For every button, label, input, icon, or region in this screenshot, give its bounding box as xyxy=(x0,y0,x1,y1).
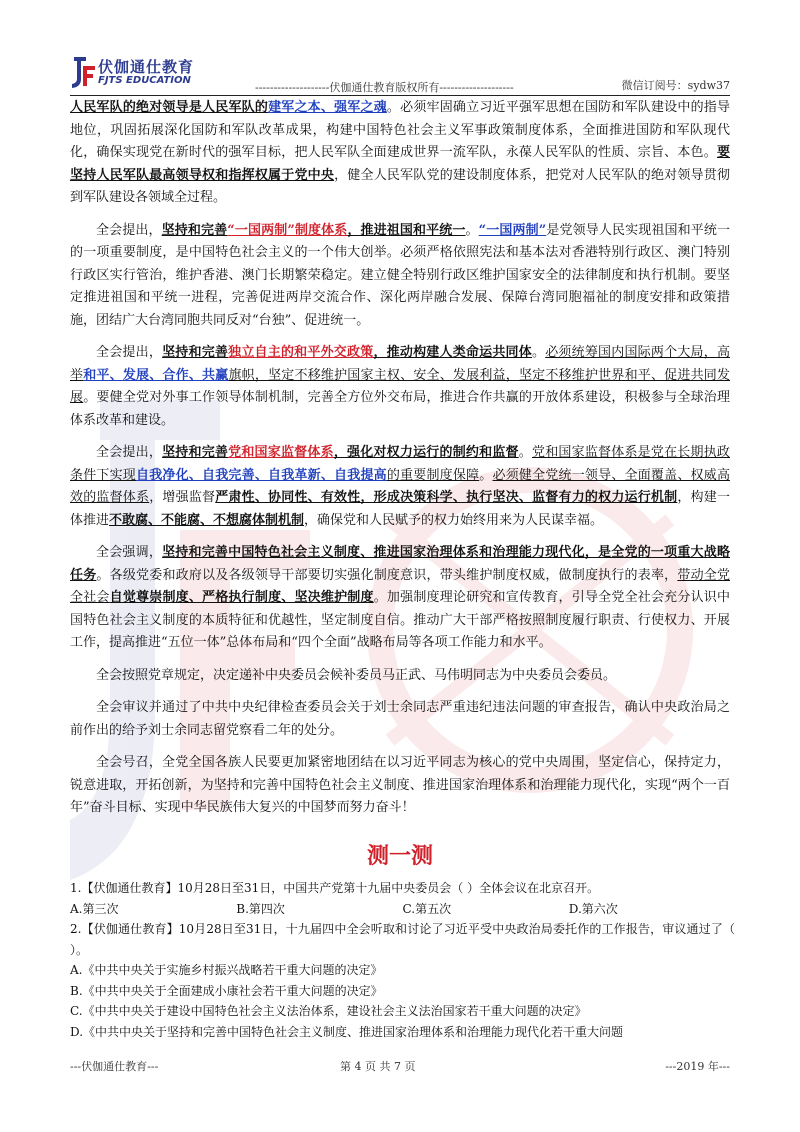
paragraph-disciplinary-report: 全会审议并通过了中共中央纪律检查委员会关于刘士余同志严重违纪违法问题的审查报告，确认中央政治局之前作出的给予刘士余同志留党察看二年的处分。 xyxy=(70,700,730,738)
highlight-span: 和平、发展、合作、共赢 xyxy=(83,367,229,383)
paragraph-military xyxy=(70,97,730,210)
text-span: 全会提出， xyxy=(96,222,162,238)
text-span: 的重要制度保障 xyxy=(386,467,480,483)
text-span: 。加强制度理论研究和宣传教育，引导全党全社会充分认识中国特色社会主义制度的本质特征和优越性，坚定制度自信。推动广大干部严格按照制度履行职责、行使权力、开展工作，提高推进“五位一体”总体布局和“四个全面”战略布局等各项工作能力和水平。 xyxy=(70,590,730,650)
option-c: C.《中共中央关于建设中国特色社会主义法治体系，建设社会主义法治国家若干重大问题的决定》 xyxy=(70,1004,587,1018)
text-span: ，确保党和人民赋予的权力始终用来为人民谋幸福。 xyxy=(304,512,604,528)
page-footer xyxy=(70,1058,730,1078)
text-span: 。 xyxy=(465,222,479,238)
text-span: 带动全党全社会 xyxy=(70,567,730,605)
text-span: 。各级党委和政府以及各级领导干部要切实强化制度意识，带头维护制度权威，做制度执行的表率， xyxy=(96,567,678,583)
highlight-span: 自我净化、自我完善、自我革新、自我提高 xyxy=(136,467,387,483)
text-span: ，是全党的一项重大战略任务 xyxy=(70,545,730,583)
option-a: A.第三次 xyxy=(70,901,119,916)
text-span: 不敢腐、不能腐、不想腐体制机制 xyxy=(109,512,305,528)
option-b: B.第四次 xyxy=(236,901,285,916)
text-span: 全会提出， xyxy=(96,445,163,460)
text-span: 要坚持人民军队最高领导权和指挥权属于党中央 xyxy=(70,145,730,183)
text-span: ，健全人民军队党的建设制度体系，把党对人民军队的绝对领导贯彻到军队建设各领域全过程。 xyxy=(70,167,730,205)
text-span: 。 xyxy=(531,345,546,360)
highlight-span: “一国两制” xyxy=(478,222,547,238)
article-body xyxy=(70,97,730,830)
text-span: 。 xyxy=(518,445,532,460)
page-number: 第 4 页 共 7 页 xyxy=(340,1060,416,1073)
text-span: 坚持和完善中国特色社会主义制度、推进国家治理体系和治理能力现代化 xyxy=(162,545,585,560)
text-span: 。必须牢固确立习近平强军思想在国防和军队建设中的指导地位，巩固拓展深化国防和军队改革成果，构建中国特色社会主义军事政策制度体系，全面推进国防和军队现代化，确保实现党在新时代的强军目标，把人民军队全面建成世界一流军队，永葆人民军队的性质、宗旨、本色。 xyxy=(70,100,730,160)
text-span: 旗帜，坚定不移维护国家主权、安全、发展利益，坚定不移维护世界和平、促进共同发展 xyxy=(70,367,730,405)
highlight-span: 独立自主的和平外交政策 xyxy=(228,345,374,360)
paragraph-supervision xyxy=(70,442,730,532)
text-span: 全会强调， xyxy=(96,545,163,560)
highlight-span: “一国两制”制度体系 xyxy=(227,222,348,238)
quiz-title: 测一测 xyxy=(366,843,433,869)
text-span: 党和国家监督体系是党在长期执政条件下实现 xyxy=(70,445,730,483)
text-span: 全会提出， xyxy=(96,345,163,360)
paragraph-strategic-task xyxy=(70,542,730,655)
text-span: 自觉尊崇制度、严格执行制度、坚决维护制度 xyxy=(109,590,374,605)
highlight-span: 建军之本、强军之魂 xyxy=(268,100,387,115)
text-span: 坚持和完善 xyxy=(162,445,229,460)
text-span: 是党领导人民实现祖国和平统一的一项重要制度，是中国特色社会主义的一个伟大创举。必须严格依照宪法和基本法对香港特别行政区、澳门特别行政区实行管治，维护香港、澳门长期繁荣稳定。建立健全特别行政区维护国家安全的法律制度和执行机制。要坚定推进祖国和平统一进程，完善促进两岸交流合作、深化两岸融合发展、保障台湾同胞福祉的制度安排和政策措施，团结广大台湾同胞共同反对“台独”、促进统一。 xyxy=(70,222,730,328)
text-span: ，增强监督 xyxy=(149,490,216,505)
fjts-logo-icon xyxy=(70,55,96,89)
wechat-account: 微信订阅号：sydw37 xyxy=(621,79,730,92)
brand-name-en: FJTS EDUCATION xyxy=(98,75,191,86)
text-span: 坚持和完善 xyxy=(161,222,228,238)
quiz-section xyxy=(70,878,735,1042)
text-span: 必须统筹国内国际两个大局，高举 xyxy=(70,345,730,383)
option-d: D.《中共中央关于坚持和完善中国特色社会主义制度、推进国家治理体系和治理能力现代化若干重大问题 xyxy=(70,1024,624,1039)
paragraph-foreign-policy xyxy=(70,342,730,432)
text-span: ，强化对权力运行的制约和监督 xyxy=(333,445,519,460)
text-span: 坚持和完善 xyxy=(162,345,229,360)
page-header xyxy=(70,55,730,95)
header-divider xyxy=(70,95,730,96)
highlight-span: 党和国家监督体系 xyxy=(228,445,334,460)
footer-year: ---2019 年--- xyxy=(665,1060,730,1073)
question-1-stem: 1.【伏伽通仕教育】10月28日至31日，中国共产党第十九届中央委员会（ ）全体会议在北京召开。 xyxy=(70,881,600,895)
text-span: 人民军队的绝对领导是人民军队的 xyxy=(70,100,269,115)
option-a: A.《中共中央关于实施乡村振兴战略若干重大问题的决定》 xyxy=(70,963,383,977)
question-1-options xyxy=(70,899,735,920)
text-span: ，推进祖国和平统一 xyxy=(347,222,466,238)
text-span: 必须健全党统一领导、全面覆盖、权威高效的监督体系 xyxy=(70,467,730,505)
text-span: ，形成决策科学、执行坚决、监督有力的权力运行机制 xyxy=(360,490,678,505)
text-span: 严肃性、协同性、有效性 xyxy=(215,490,361,505)
paragraph-committee-members: 全会按照党章规定，决定递补中央委员会候补委员马正武、马伟明同志为中央委员会委员。 xyxy=(96,667,617,683)
text-span: ，构建一体推进 xyxy=(70,490,730,528)
text-span: 。要健全党对外事工作领导体制机制，完善全方位外交布局，推进合作共赢的开放体系建设，积极参与全球治理体系改革和建设。 xyxy=(70,390,730,428)
paragraph-call-to-action: 全会号召，全党全国各族人民要更加紧密地团结在以习近平同志为核心的党中央周围，坚定信心，保持定力，锐意进取，开拓创新，为坚持和完善中国特色社会主义制度、推进国家治理体系和治理能力现代化，实现“两个一百年”奋斗目标、实现中华民族伟大复兴的中国梦而努力奋斗！ xyxy=(70,755,730,815)
option-c: C.第五次 xyxy=(402,901,452,916)
option-d: D.第六次 xyxy=(568,901,618,916)
paragraph-one-country-two-systems xyxy=(70,220,730,333)
brand-logo xyxy=(70,55,220,95)
copyright-line: --------------------伏伽通仕教育版权所有-------------------- xyxy=(255,81,514,94)
footer-brand: ---伏伽通仕教育--- xyxy=(70,1060,159,1073)
text-span: ，推动构建人类命运共同体 xyxy=(373,345,532,360)
option-b: B.《中共中央关于全面建成小康社会若干重大问题的决定》 xyxy=(70,983,383,998)
question-2-stem: 2.【伏伽通仕教育】10月28日至31日，十九届四中全会听取和讨论了习近平受中央政治局委托作的工作报告，审议通过了（ ）。 xyxy=(70,922,735,957)
text-span: 。 xyxy=(479,467,493,483)
brand-name-cn: 伏伽通仕教育 xyxy=(98,58,195,76)
